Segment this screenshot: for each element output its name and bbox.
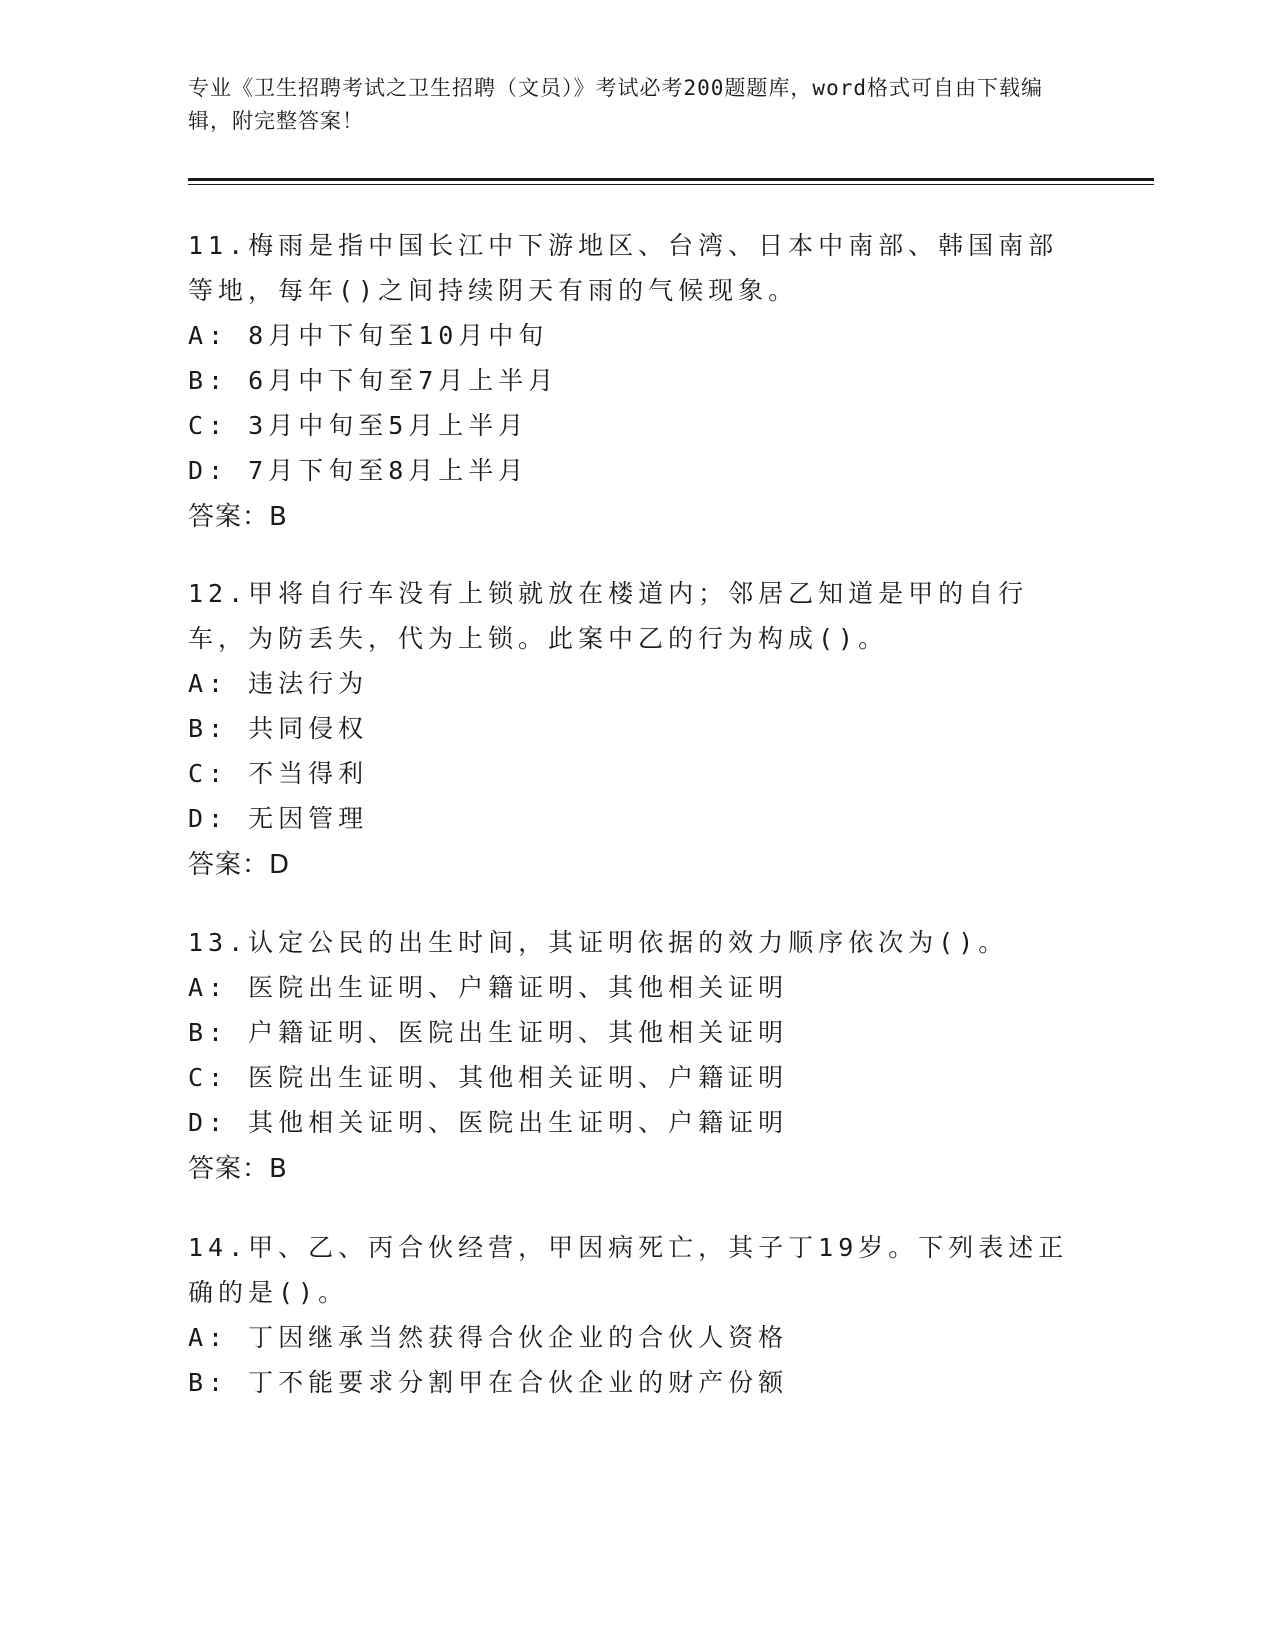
- option-c: C: 不当得利: [188, 759, 369, 788]
- answer-line: [188, 1145, 1088, 1193]
- header-divider-thick: [188, 178, 1154, 181]
- answer-label: 答案：: [188, 1154, 270, 1184]
- option-a: A: 8月中下旬至10月中旬: [188, 321, 549, 350]
- answer-label: 答案：: [188, 850, 270, 880]
- question-stem: 12.甲将自行车没有上锁就放在楼道内；邻居乙知道是甲的自行车，为防丢失，代为上锁。此案中乙的行为构成()。: [188, 579, 1029, 653]
- answer-line: [188, 493, 1088, 541]
- answer-value: D: [269, 850, 291, 880]
- option-d: D: 7月下旬至8月上半月: [188, 456, 529, 485]
- option-d: D: 无因管理: [188, 804, 369, 833]
- option-a: A: 丁因继承当然获得合伙企业的合伙人资格: [188, 1323, 789, 1352]
- question-stem: 13.认定公民的出生时间，其证明依据的效力顺序依次为()。: [188, 928, 1009, 957]
- answer-line: [188, 841, 1088, 889]
- option-a: A: 医院出生证明、户籍证明、其他相关证明: [188, 973, 789, 1002]
- question-11: [188, 223, 1088, 541]
- question-14: [188, 1225, 1088, 1405]
- answer-value: B: [269, 502, 288, 532]
- answer-label: 答案：: [188, 502, 270, 532]
- question-13: [188, 920, 1088, 1193]
- option-d: D: 其他相关证明、医院出生证明、户籍证明: [188, 1108, 789, 1137]
- option-b: B: 丁不能要求分割甲在合伙企业的财产份额: [188, 1368, 789, 1397]
- option-a: A: 违法行为: [188, 669, 369, 698]
- answer-value: B: [269, 1154, 288, 1184]
- question-stem: 14.甲、乙、丙合伙经营，甲因病死亡，其子丁19岁。下列表述正确的是()。: [188, 1233, 1069, 1307]
- question-12: [188, 571, 1088, 889]
- document-header: 专业《卫生招聘考试之卫生招聘（文员）》考试必考200题题库，word格式可自由下载编辑，附完整答案！: [188, 76, 1043, 133]
- option-c: C: 医院出生证明、其他相关证明、户籍证明: [188, 1063, 789, 1092]
- option-b: B: 6月中下旬至7月上半月: [188, 366, 559, 395]
- question-stem: 11.梅雨是指中国长江中下游地区、台湾、日本中南部、韩国南部等地，每年()之间持续阴天有雨的气候现象。: [188, 231, 1059, 305]
- option-b: B: 共同侵权: [188, 714, 369, 743]
- header-divider-thin: [188, 184, 1154, 185]
- option-b: B: 户籍证明、医院出生证明、其他相关证明: [188, 1018, 789, 1047]
- option-c: C: 3月中旬至5月上半月: [188, 411, 529, 440]
